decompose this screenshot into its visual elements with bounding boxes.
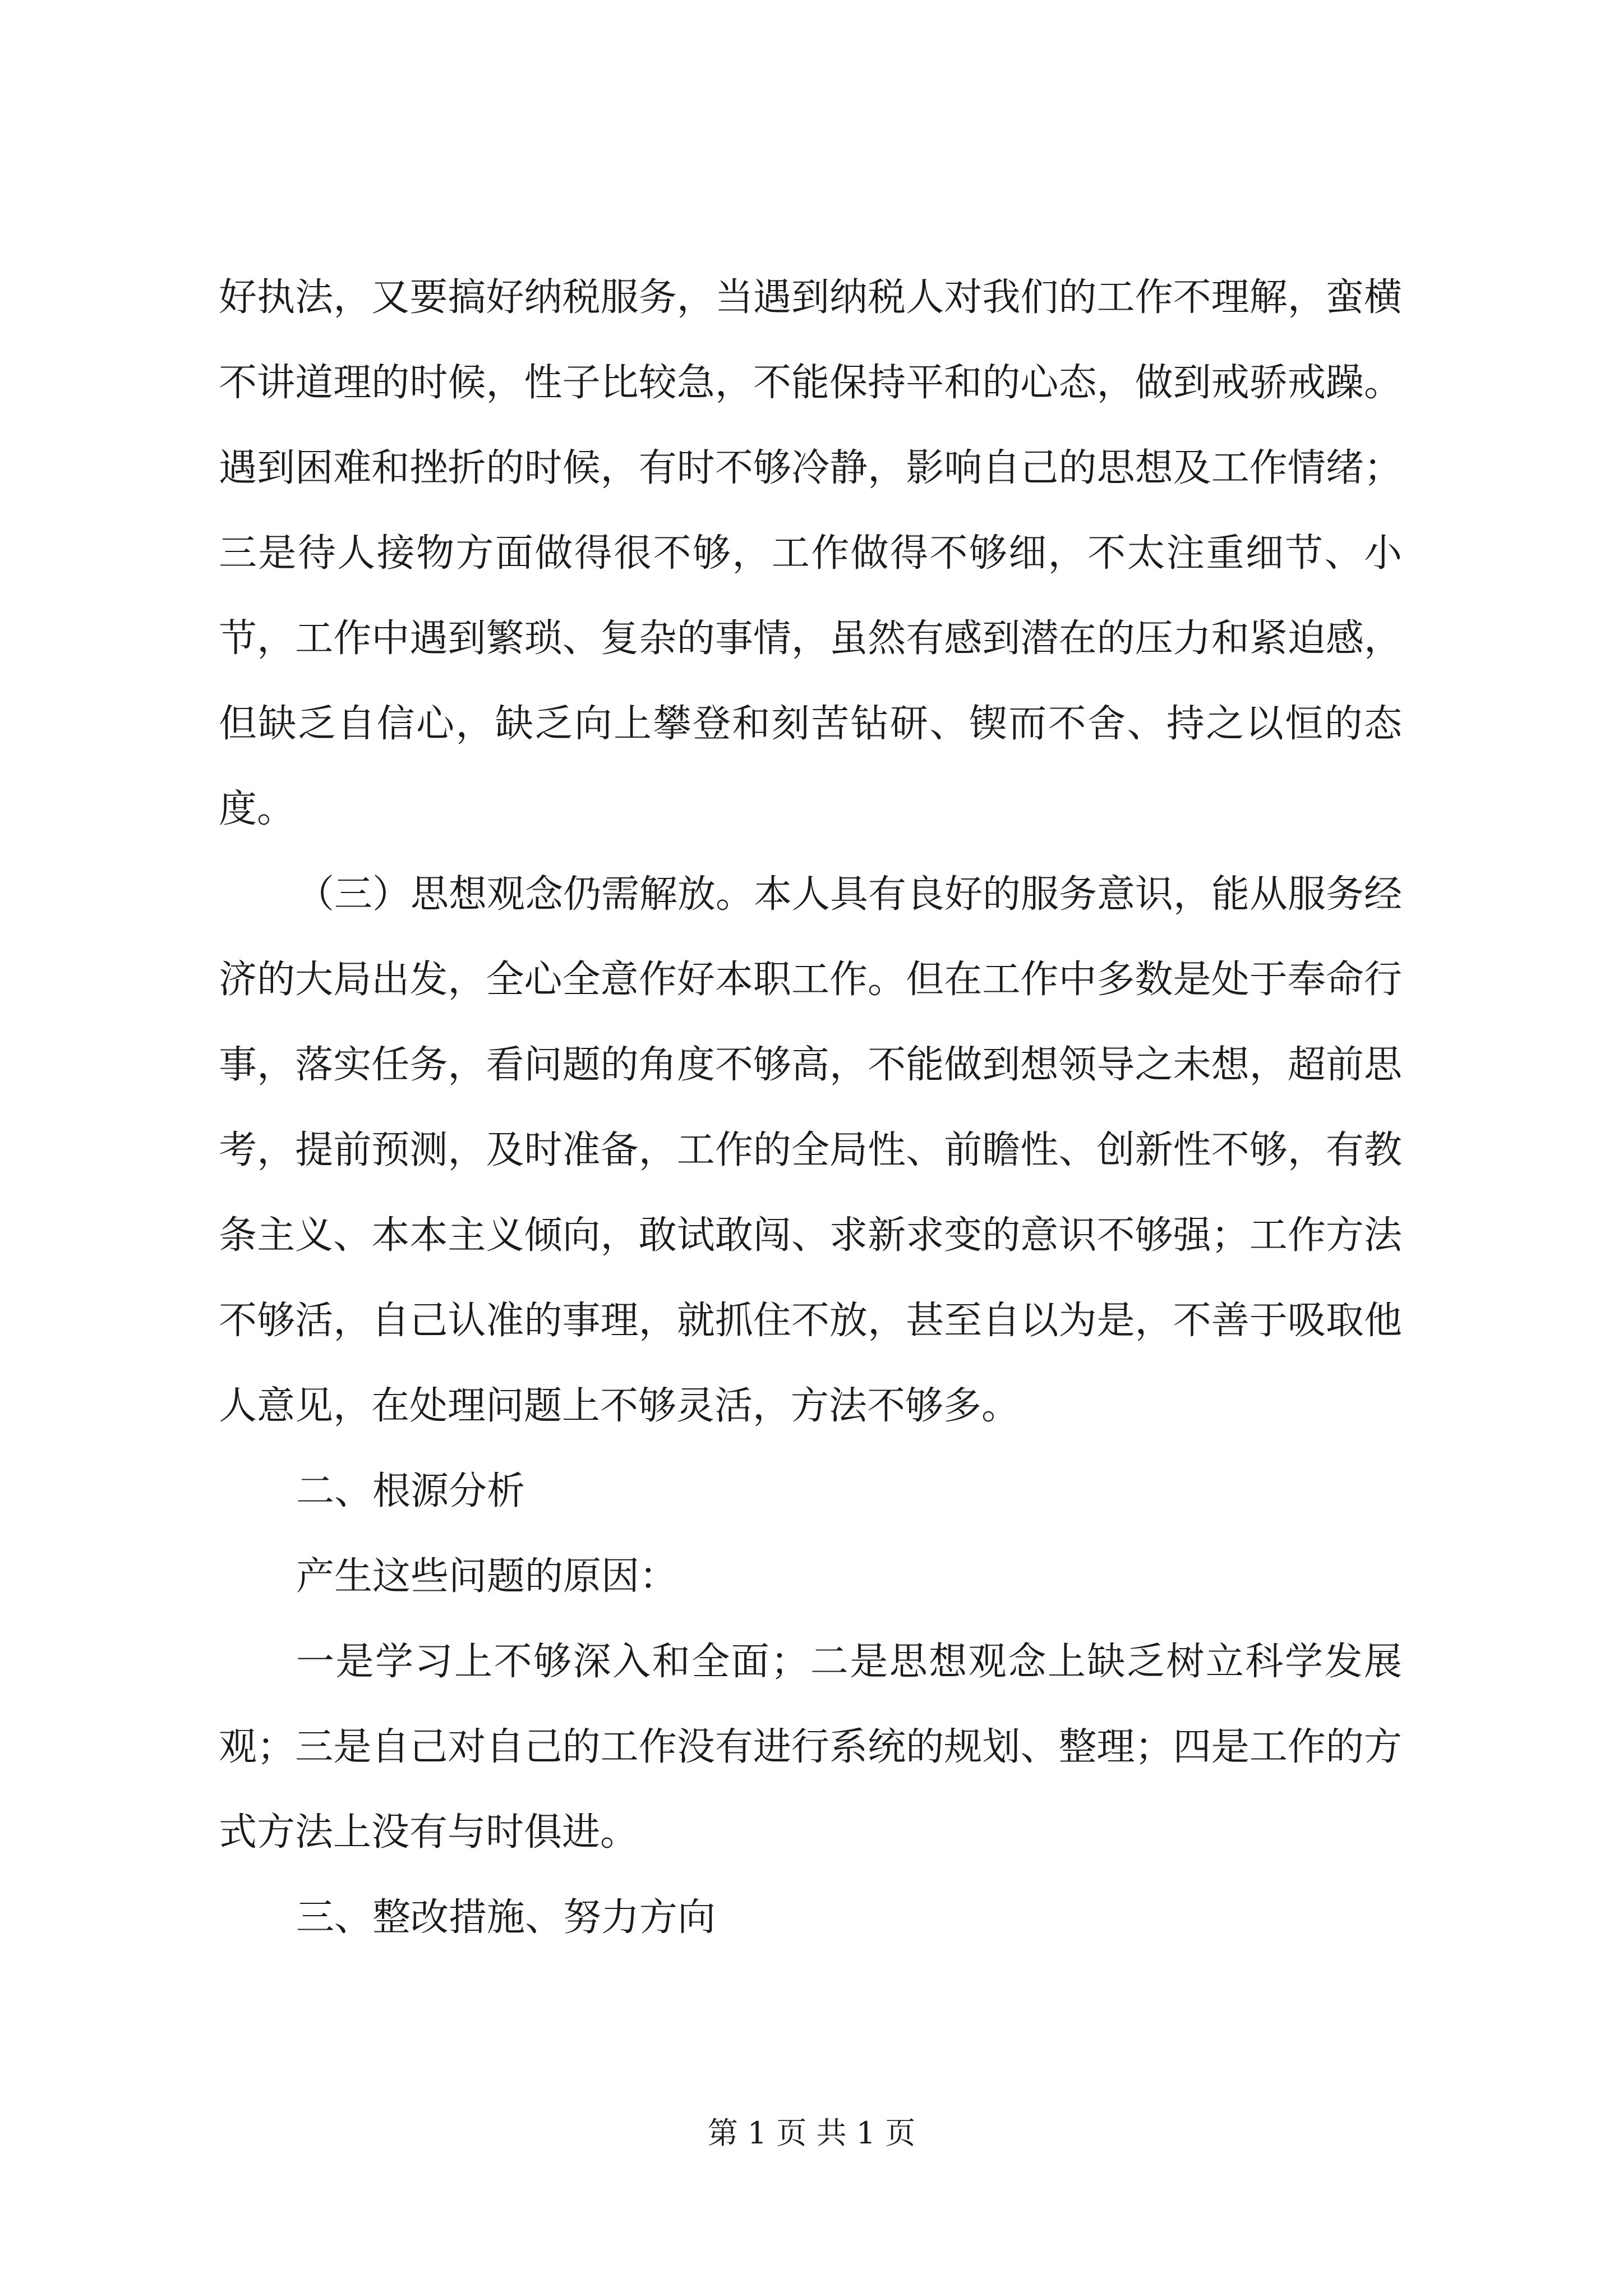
heading-root-cause-analysis: 二、根源分析	[296, 1469, 525, 1513]
paragraph-causes-intro: 产生这些问题的原因：	[296, 1554, 678, 1599]
page-number-label: 第 1 页 共 1 页	[707, 2115, 916, 2151]
paragraph-continuation: 好执法，又要搞好纳税服务，当遇到纳税人对我们的工作不理解，蛮横不讲道理的时候，性子比较急，不能保持平和的心态，做到戒骄戒躁。遇到困难和挫折的时候，有时不够冷静，影响自己的思想及工作情绪；三是待人接物方面做得很不够，工作做得不够细，不太注重细节、小节，工作中遇到繁琐、复杂的事情，虽然有感到潜在的压力和紧迫感，但缺乏自信心，缺乏向上攀登和刻苦钻研、锲而不舍、持之以恒的态度。	[219, 275, 1402, 831]
heading-rectification-measures: 三、整改措施、努力方向	[296, 1895, 716, 1940]
document-body	[219, 255, 1402, 1961]
page-footer	[0, 2114, 1623, 2153]
paragraph-causes-list: 一是学习上不够深入和全面；二是思想观念上缺乏树立科学发展观；三是自己对自己的工作没有进行系统的规划、整理；四是工作的方式方法上没有与时俱进。	[219, 1640, 1402, 1855]
paragraph-section-three: （三）思想观念仍需解放。本人具有良好的服务意识，能从服务经济的大局出发，全心全意作好本职工作。但在工作中多数是处于奉命行事，落实任务，看问题的角度不够高，不能做到想领导之未想，超前思考，提前预测，及时准备，工作的全局性、前瞻性、创新性不够，有教条主义、本本主义倾向，敢试敢闯、求新求变的意识不够强；工作方法不够活，自己认准的事理，就抓住不放，甚至自以为是，不善于吸取他人意见，在处理问题上不够灵活，方法不够多。	[219, 872, 1403, 1428]
